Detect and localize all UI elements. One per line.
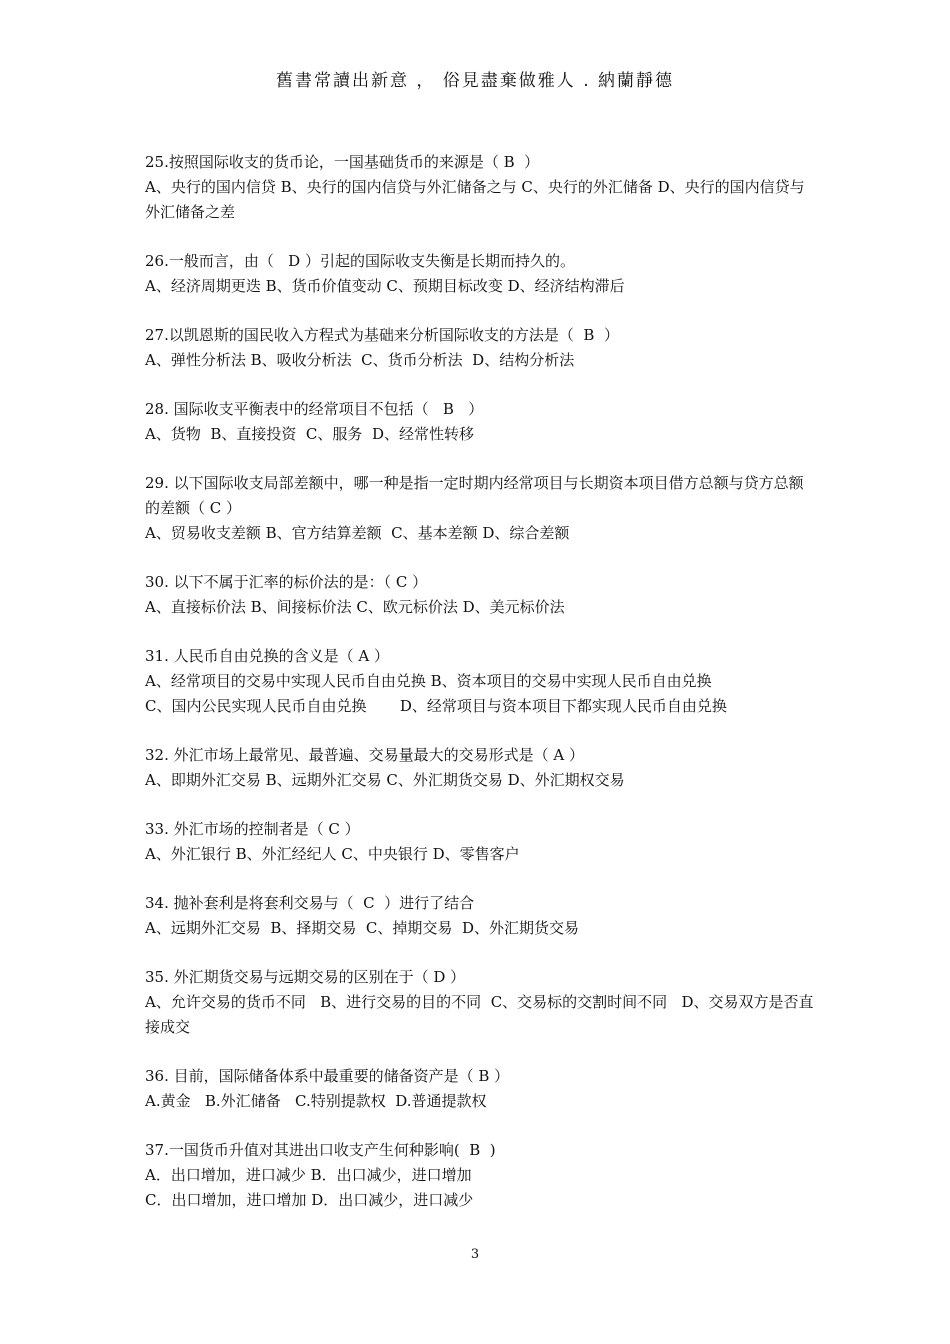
question-stem: 29. 以下国际收支局部差额中，哪一种是指一定时期内经常项目与长期资本项目借方总额与贷方总额的差额（ C ） [145, 474, 804, 517]
question-31 [145, 644, 815, 719]
question-options: A、经常项目的交易中实现人民币自由兑换 B、资本项目的交易中实现人民币自由兑换 [145, 672, 712, 690]
question-33 [145, 817, 815, 867]
document-body [145, 150, 815, 1237]
question-stem: 31. 人民币自由兑换的含义是（ A ） [145, 647, 389, 665]
question-options: A、弹性分析法 B、吸收分析法 C、货币分析法 D、结构分析法 [145, 351, 575, 369]
question-options: A、经济周期更迭 B、货币价值变动 C、预期目标改变 D、经济结构滞后 [145, 277, 625, 295]
question-stem: 30. 以下不属于汇率的标价法的是：（ C ） [145, 573, 428, 591]
question-36 [145, 1064, 815, 1114]
question-stem: 32. 外汇市场上最常见、最普遍、交易量最大的交易形式是（ A ） [145, 746, 584, 764]
page-header: 舊書常讀出新意 ， 俗見盡棄做雅人 . 納蘭靜德 [275, 71, 675, 91]
question-options: A、直接标价法 B、间接标价法 C、欧元标价法 D、美元标价法 [145, 598, 565, 616]
question-stem: 26.一般而言，由（ D ）引起的国际收支失衡是长期而持久的。 [145, 252, 575, 270]
question-28 [145, 397, 815, 447]
question-stem: 36. 目前，国际储备体系中最重要的储备资产是（ B ） [145, 1067, 510, 1085]
question-stem: 25.按照国际收支的货币论，一国基础货币的来源是（ B ） [145, 153, 540, 171]
question-options: A、外汇银行 B、外汇经纪人 C、中央银行 D、零售客户 [145, 845, 520, 863]
question-stem: 27.以凯恩斯的国民收入方程式为基础来分析国际收支的方法是（ B ） [145, 326, 619, 344]
question-options: A、即期外汇交易 B、远期外汇交易 C、外汇期货交易 D、外汇期权交易 [145, 771, 625, 789]
question-35 [145, 965, 815, 1040]
question-options: C、国内公民实现人民币自由兑换 D、经常项目与资本项目下都实现人民币自由兑换 [145, 697, 727, 715]
question-stem: 35. 外汇期货交易与远期交易的区别在于（ D ） [145, 968, 466, 986]
question-options: A.黄金 B.外汇储备 C.特别提款权 D.普通提款权 [145, 1092, 487, 1110]
question-32 [145, 743, 815, 793]
question-stem: 34. 抛补套利是将套利交易与（ C ）进行了结合 [145, 894, 475, 912]
question-options: A、央行的国内信贷 B、央行的国内信贷与外汇储备之与 C、央行的外汇储备 D、央行的国内信贷与外汇储备之差 [145, 178, 805, 221]
question-26 [145, 249, 815, 299]
question-34 [145, 891, 815, 941]
question-options: A、货物 B、直接投资 C、服务 D、经常性转移 [145, 425, 474, 443]
question-37 [145, 1138, 815, 1213]
question-options: A．出口增加，进口减少 B．出口减少，进口增加 [145, 1166, 472, 1184]
question-stem: 33. 外汇市场的控制者是（ C ） [145, 820, 360, 838]
question-30 [145, 570, 815, 620]
question-options: A、远期外汇交易 B、择期交易 C、掉期交易 D、外汇期货交易 [145, 919, 579, 937]
question-options: C．出口增加，进口增加 D．出口减少，进口减少 [145, 1191, 474, 1209]
question-stem: 28. 国际收支平衡表中的经常项目不包括（ B ） [145, 400, 484, 418]
question-27 [145, 323, 815, 373]
question-stem: 37.一国货币升值对其进出口收支产生何种影响( B ) [145, 1141, 496, 1159]
page-number: 3 [470, 1247, 480, 1262]
question-options: A、贸易收支差额 B、官方结算差额 C、基本差额 D、综合差额 [145, 524, 570, 542]
question-options: A、允许交易的货币不同 B、进行交易的目的不同 C、交易标的交割时间不同 D、交易双方是否直接成交 [145, 993, 814, 1036]
question-29 [145, 471, 815, 546]
question-25 [145, 150, 815, 225]
